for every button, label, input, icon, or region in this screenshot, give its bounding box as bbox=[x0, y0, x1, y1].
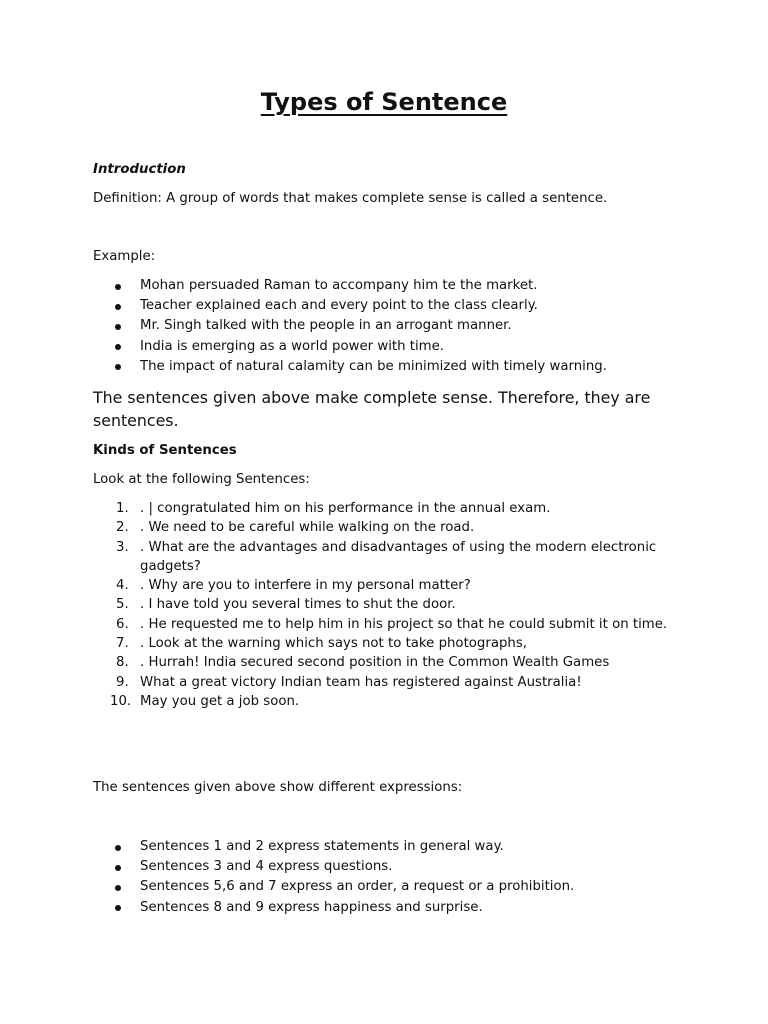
list-item bbox=[93, 673, 670, 692]
example-item-text: Mohan persuaded Raman to accompany him te the market. bbox=[140, 278, 538, 293]
list-item bbox=[93, 857, 574, 877]
sentence-text: . He requested me to help him in his project so that he could submit it on time. bbox=[140, 616, 668, 632]
list-item bbox=[93, 316, 607, 336]
sentence-text: . | congratulated him on his performance in the annual exam. bbox=[140, 501, 551, 516]
list-item bbox=[93, 877, 574, 897]
sentence-text: . Hurrah! India secured second position in the Common Wealth Games bbox=[140, 655, 610, 671]
list-item bbox=[93, 653, 670, 672]
list-number: 7. bbox=[116, 636, 129, 652]
list-item bbox=[93, 337, 607, 357]
definition-text: Definition: A group of words that makes complete sense is called a sentence. bbox=[93, 191, 608, 206]
expressions-list bbox=[93, 837, 574, 918]
list-item bbox=[93, 499, 670, 518]
bullet-icon bbox=[115, 845, 121, 851]
bullet-icon bbox=[115, 344, 121, 350]
example-label: Example: bbox=[93, 249, 156, 264]
expression-item-text: Sentences 1 and 2 express statements in general way. bbox=[140, 839, 504, 854]
list-number: 3. bbox=[116, 539, 129, 555]
expression-item-text: Sentences 8 and 9 express happiness and surprise. bbox=[140, 899, 483, 915]
list-item bbox=[93, 276, 607, 296]
sentence-text: What a great victory Indian team has registered against Australia! bbox=[140, 674, 582, 690]
bullet-icon bbox=[115, 284, 121, 290]
list-number: 9. bbox=[116, 674, 129, 690]
bullet-icon bbox=[115, 364, 121, 370]
bullet-icon bbox=[115, 324, 121, 330]
bullet-icon bbox=[115, 304, 121, 310]
list-number: 4. bbox=[116, 578, 129, 594]
list-item bbox=[93, 634, 670, 653]
sentence-text: . What are the advantages and disadvantages of using the modern electronic gadgets? bbox=[140, 539, 657, 574]
sentence-text: . Why are you to interfere in my personal matter? bbox=[140, 578, 471, 594]
kinds-heading: Kinds of Sentences bbox=[93, 443, 237, 458]
sentence-text: May you get a job soon. bbox=[140, 693, 300, 709]
conclusion-text: The sentences given above make complete sense. Therefore, they are sentences. bbox=[93, 388, 651, 430]
bullet-icon bbox=[115, 885, 121, 891]
example-list bbox=[93, 276, 607, 377]
list-item bbox=[93, 518, 670, 537]
list-item bbox=[93, 357, 607, 377]
list-item bbox=[93, 692, 670, 711]
introduction-heading: Introduction bbox=[93, 162, 186, 177]
list-item bbox=[93, 538, 670, 577]
sentence-text: . We need to be careful while walking on the road. bbox=[140, 520, 475, 536]
list-item bbox=[93, 837, 574, 857]
list-item bbox=[93, 576, 670, 595]
list-number: 6. bbox=[116, 616, 129, 632]
list-number: 2. bbox=[116, 520, 129, 536]
expression-item-text: Sentences 5,6 and 7 express an order, a request or a prohibition. bbox=[140, 879, 575, 895]
sentence-text: . I have told you several times to shut the door. bbox=[140, 597, 456, 613]
list-number: 8. bbox=[116, 655, 129, 671]
example-item-text: India is emerging as a world power with time. bbox=[140, 338, 445, 354]
list-item bbox=[93, 595, 670, 614]
bullet-icon bbox=[115, 865, 121, 871]
sentence-text: . Look at the warning which says not to take photographs, bbox=[140, 636, 527, 652]
list-number: 1. bbox=[116, 501, 129, 516]
expression-item-text: Sentences 3 and 4 express questions. bbox=[140, 859, 393, 875]
sentences-list bbox=[93, 499, 670, 711]
example-item-text: The impact of natural calamity can be minimized with timely warning. bbox=[140, 358, 607, 374]
page-title: Types of Sentence bbox=[260, 88, 508, 116]
list-number: 5. bbox=[116, 597, 129, 613]
kinds-intro: Look at the following Sentences: bbox=[93, 472, 310, 487]
list-item bbox=[93, 296, 607, 316]
list-item bbox=[93, 615, 670, 634]
list-item bbox=[93, 898, 574, 918]
example-item-text: Teacher explained each and every point to the class clearly. bbox=[140, 298, 538, 314]
expressions-intro: The sentences given above show different expressions: bbox=[93, 780, 463, 795]
example-item-text: Mr. Singh talked with the people in an arrogant manner. bbox=[140, 318, 512, 334]
bullet-icon bbox=[115, 905, 121, 911]
list-number: 10. bbox=[110, 693, 132, 709]
